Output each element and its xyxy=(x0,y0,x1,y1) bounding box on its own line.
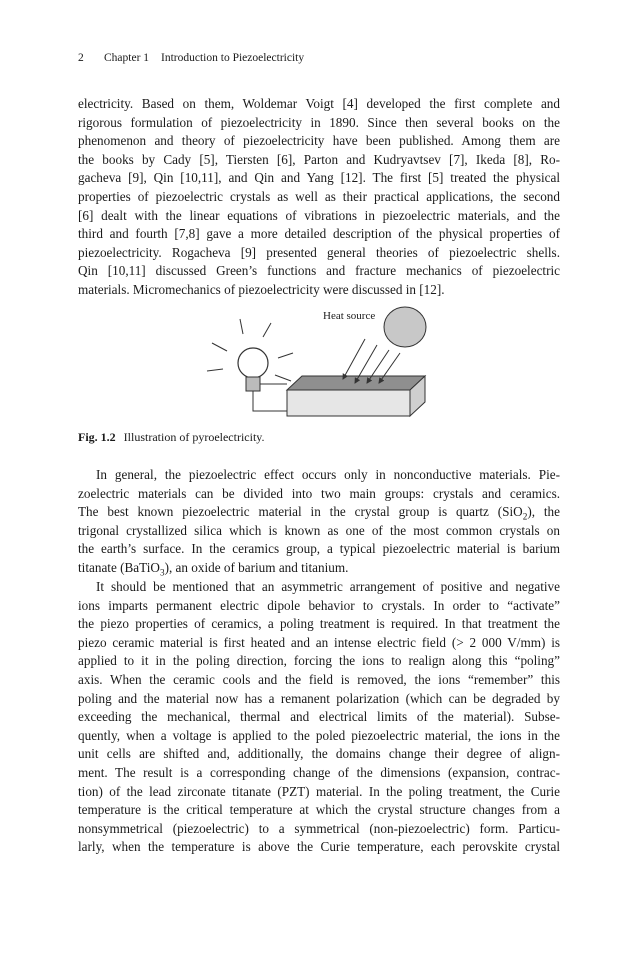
paragraph-poling xyxy=(78,578,560,857)
text-line: the books by Cady [5], Tiersten [6], Parton and Kudryavtsev [7], Ikeda [8], Ro- xyxy=(78,151,560,167)
text-segment: ), the xyxy=(527,504,560,520)
text-line: the piezo properties of ceramics, a poling treatment is required. In that treatment the xyxy=(78,616,560,632)
text-line: [6] dealt with the linear equations of vibrations in piezoelectric materials, and the xyxy=(78,207,560,223)
text-line: exceeding the mechanical, thermal and electrical limits of the material). Subse- xyxy=(78,709,560,725)
text-line: trigonal crystallized silica which is known as one of the most common crystals on xyxy=(78,522,560,538)
text-line: gacheva [9], Qin [10,11], and Qin and Yang [12]. The first [5] treated the physical xyxy=(78,170,560,186)
text-line: rigorous formulation of piezoelectricity in 1890. Since then several books on the xyxy=(78,114,560,130)
pyroelectricity-figure xyxy=(195,303,465,423)
chapter-label: Chapter 1 xyxy=(104,52,150,64)
block-front-face xyxy=(287,390,410,416)
figure-label: Fig. 1.2 xyxy=(78,430,116,444)
heat-source-label: Heat source xyxy=(323,310,376,322)
text-line: axis. When the ceramic cools and the field is removed, the ions “remember” this xyxy=(78,671,560,687)
figure-caption-text: Illustration of pyroelectricity. xyxy=(123,430,265,444)
heat-source-icon xyxy=(384,307,426,347)
bulb-base xyxy=(246,377,260,391)
text-line: poling and the material now has a remanent polarization (which can be degraded by xyxy=(78,690,560,706)
text-line-last: materials. Micromechanics of piezoelectricity were discussed in [12]. xyxy=(78,281,445,297)
light-bulb-icon xyxy=(238,348,268,378)
figure-caption xyxy=(78,430,265,445)
chapter-title: Introduction to Piezoelectricity xyxy=(161,52,305,64)
text-segment: The best known piezoelectric material in the crystal group is quartz (SiO xyxy=(78,504,523,520)
wire-bottom xyxy=(253,391,287,411)
text-line: the earth’s surface. In the ceramics group, a typical piezoelectric material is barium xyxy=(78,541,560,557)
subscript: 3 xyxy=(159,567,165,578)
text-line: Qin [10,11] discussed Green’s functions and fracture mechanics of piezoelectric xyxy=(78,263,560,279)
text-line: zoelectric materials can be divided into two main groups: crystals and ceramics. xyxy=(78,485,560,501)
text-line: temperature is the critical temperature at which the crystal structure changes from a xyxy=(78,802,560,818)
text-segment: titanate (BaTiO xyxy=(78,559,160,575)
text-line: electricity. Based on them, Woldemar Voigt [4] developed the first complete and xyxy=(78,96,560,111)
text-line: nonsymmetrical (piezoelectric) to a symmetrical (non-piezoelectric) form. Particu- xyxy=(78,820,560,836)
text-line: It should be mentioned that an asymmetric arrangement of positive and negative xyxy=(96,579,560,594)
subscript: 2 xyxy=(522,511,528,522)
text-line: properties of piezoelectric crystals as well as their practical applications, the second xyxy=(78,188,560,204)
page-number: 2 xyxy=(78,52,84,64)
text-line-barium xyxy=(78,559,560,578)
text-line: tion) of the lead zirconate titanate (PZT) material. In the poling treatment, the Curie xyxy=(78,783,560,799)
text-line: larly, when the temperature is above the Curie temperature, each perovskite crystal xyxy=(78,839,560,855)
text-line: In general, the piezoelectric effect occurs only in nonconductive materials. Pie- xyxy=(96,467,560,482)
text-line: ment. The result is a corresponding change of the dimensions (expansion, contrac- xyxy=(78,764,560,780)
block-top-face xyxy=(287,376,425,390)
text-segment: ), an oxide of barium and titanium. xyxy=(164,559,349,575)
paragraph-intro xyxy=(78,95,560,300)
text-line: applied to it in the poling direction, forcing the ions to realign along this “poling” xyxy=(78,653,560,669)
text-line-quartz xyxy=(78,503,560,522)
paragraph-piezo-materials xyxy=(78,466,560,578)
pyroelectricity-illustration xyxy=(195,303,465,423)
text-line: phenomenon and theory of piezoelectricity have been published. Among them are xyxy=(78,133,560,149)
text-line: piezoelectricity. Rogacheva [9] presented general theories of piezoelectric shells. xyxy=(78,244,560,260)
text-line: piezo ceramic material is first heated and an intense electric field (> 2 000 V/mm) is xyxy=(78,634,560,650)
text-line: quently, when a voltage is applied to the poled piezoelectric material, the ions in the xyxy=(78,727,560,743)
text-line: unit cells are shifted and, additionally, the domains change their degree of align- xyxy=(78,746,560,762)
running-header xyxy=(78,52,304,64)
text-line: third and fourth [7,8] gave a more detailed description of the physical properties of xyxy=(78,226,560,242)
text-line: ions imparts permanent electric dipole behavior to crystals. In order to “activate” xyxy=(78,597,560,613)
